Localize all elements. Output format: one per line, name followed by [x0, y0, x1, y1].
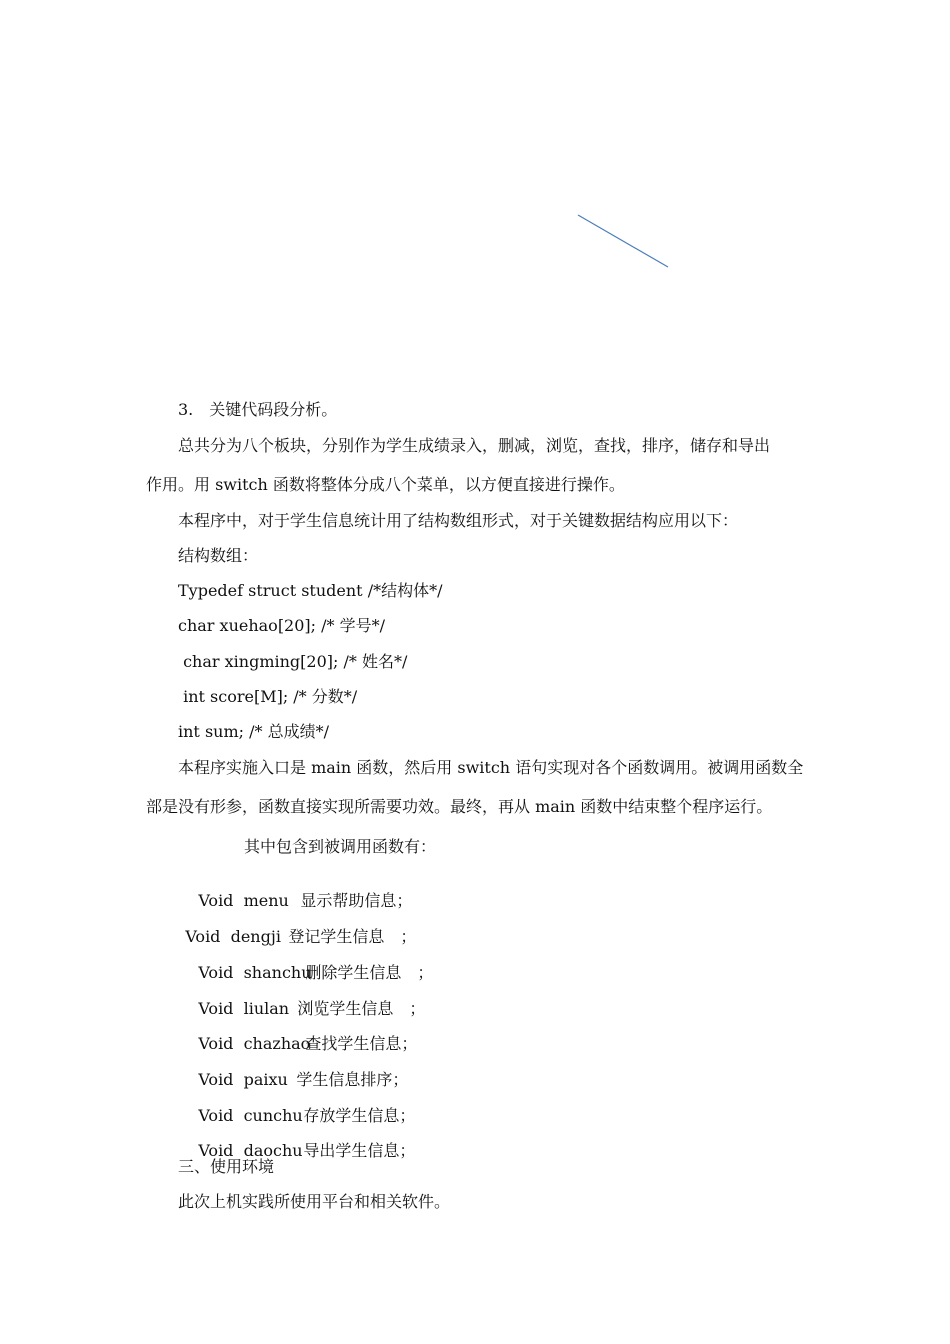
code-line: char xuehao[20]; /* 学号*/ [178, 616, 386, 635]
function-intro: 其中包含到被调用函数有： [244, 837, 437, 856]
function-name: Void liulan [198, 999, 290, 1018]
function-description: 导出学生信息； [303, 1141, 416, 1160]
function-description: 浏览学生信息 ； [297, 999, 426, 1018]
function-name: Void dengji [185, 927, 281, 946]
section-heading: 3. 关键代码段分析。 [178, 400, 338, 419]
final-paragraph: 此次上机实践所使用平台和相关软件。 [178, 1192, 451, 1211]
paragraph-3-line-1: 本程序实施入口是 main 函数，然后用 switch 语句实现对各个函数调用。被调用函数全 [178, 758, 804, 777]
struct-label: 结构数组： [178, 546, 259, 565]
section-3-heading: 三、使用环境 [178, 1157, 275, 1176]
decorative-diagonal-line [570, 205, 680, 275]
code-line: Typedef struct student /*结构体*/ [178, 581, 443, 600]
paragraph-3-line-2: 部是没有形参，函数直接实现所需要功效。最终，再从 main 函数中结束整个程序运行。 [146, 797, 773, 816]
function-name: Void paixu [198, 1070, 288, 1089]
function-description: 显示帮助信息； [300, 891, 413, 910]
code-line: int score[M]; /* 分数*/ [178, 687, 358, 706]
function-description: 登记学生信息 ； [288, 927, 417, 946]
function-name: Void chazhao [198, 1034, 311, 1053]
paragraph-2: 本程序中，对于学生信息统计用了结构数组形式，对于关键数据结构应用以下： [178, 511, 739, 530]
paragraph-1-line-2: 作用。用 switch 函数将整体分成八个菜单，以方便直接进行操作。 [146, 475, 625, 494]
function-description: 删除学生信息 ； [305, 963, 434, 982]
code-line: int sum; /* 总成绩*/ [178, 722, 329, 741]
code-line: char xingming[20]; /* 姓名*/ [178, 652, 408, 671]
function-description: 存放学生信息； [303, 1106, 416, 1125]
function-name: Void menu [198, 891, 289, 910]
function-name: Void cunchu [198, 1106, 303, 1125]
function-name: Void daochu [198, 1141, 303, 1160]
function-description: 查找学生信息； [305, 1034, 418, 1053]
function-description: 学生信息排序； [296, 1070, 409, 1089]
function-name: Void shanchu [198, 963, 312, 982]
paragraph-1-line-1: 总共分为八个板块，分别作为学生成绩录入，删减，浏览，查找，排序，储存和导出 [178, 436, 771, 455]
